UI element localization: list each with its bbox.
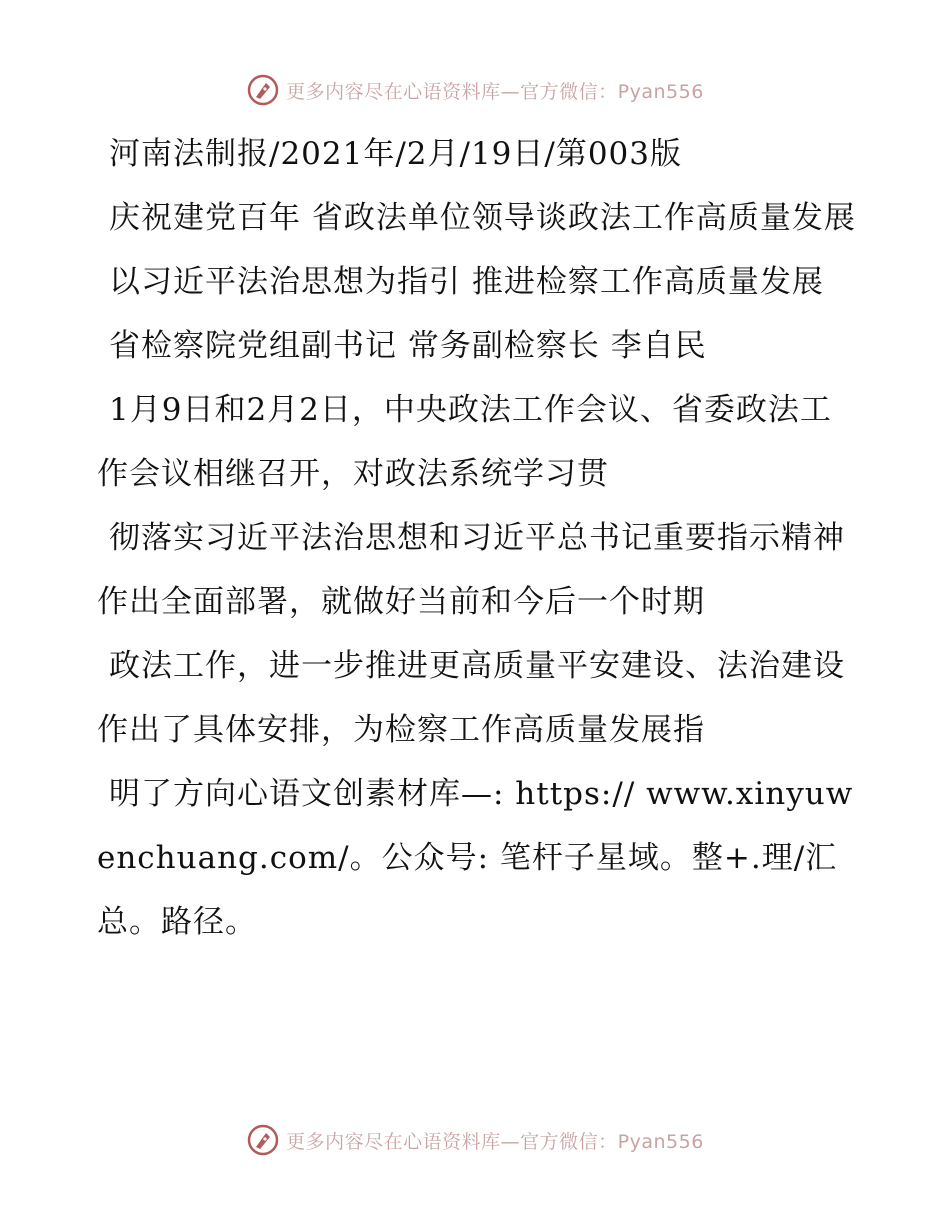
watermark-text: 更多内容尽在心语资料库—官方微信：Pyan556 <box>286 1130 704 1153</box>
watermark-footer <box>0 1120 950 1160</box>
pen-nib-logo-icon <box>246 73 280 107</box>
watermark-text: 更多内容尽在心语资料库—官方微信：Pyan556 <box>286 80 704 103</box>
paragraph-article-title: 以习近平法治思想为指引 推进检察工作高质量发展 <box>109 264 824 300</box>
paragraph-body-1: 1月9日和2月2日，中央政法工作会议、省委政法工作会议相继召开，对政法系统学习贯 <box>97 392 832 492</box>
paragraph-series-title: 庆祝建党百年 省政法单位领导谈政法工作高质量发展 <box>109 200 856 236</box>
paragraph-body-4: 明了方向心语文创素材库—: https:// www.xinyuwenchuang.com/。公众号: 笔杆子星域。整+.理/汇总。路径。 <box>97 776 854 940</box>
paragraph-body-3: 政法工作，进一步推进更高质量平安建设、法治建设作出了具体安排，为检察工作高质量发展指 <box>97 648 845 748</box>
paragraph-body-2: 彻落实习近平法治思想和习近平总书记重要指示精神作出全面部署，就做好当前和今后一个时期 <box>97 520 845 620</box>
paragraph-author-line: 省检察院党组副书记 常务副检察长 李自民 <box>109 328 707 364</box>
paragraph-source-line: 河南法制报/2021年/2月/19日/第003版 <box>109 136 683 172</box>
document-body <box>97 122 857 954</box>
watermark-header <box>0 70 950 110</box>
pen-nib-logo-icon <box>246 1123 280 1157</box>
